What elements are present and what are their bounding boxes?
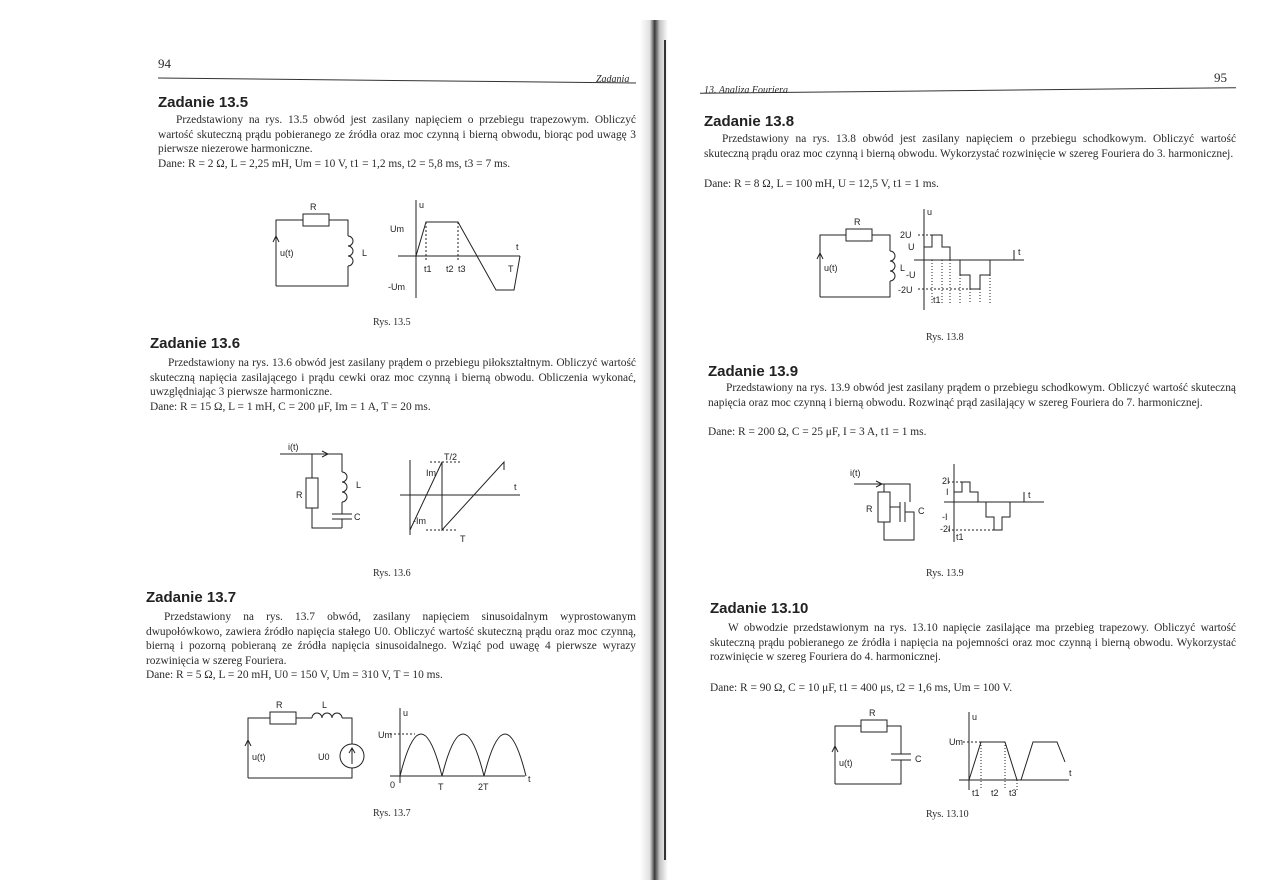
task-text: Przedstawiony na rys. 13.8 obwód jest zasilany napięciem o przebiegu schodkowym. Obliczyć wartość skuteczną prądu oraz moc czynną i bierną obwodu. Wykorzystać rozwinięcie w szereg Fouriera do 3. harmonicznej. xyxy=(704,133,1236,160)
task-title: Zadanie 13.8 xyxy=(704,113,795,130)
u0-label: U0 xyxy=(318,752,330,762)
figure-caption: Rys. 13.9 xyxy=(926,568,964,579)
task-data: Dane: R = 200 Ω, C = 25 μF, I = 3 A, t1 = 1 ms. xyxy=(708,426,927,438)
l-label: L xyxy=(900,263,906,273)
figure-caption: Rys. 13.6 xyxy=(373,568,411,579)
neg-i-label: -I xyxy=(942,512,948,522)
um-label: Um xyxy=(378,730,392,740)
inductor-symbol xyxy=(348,236,353,266)
task-data: Dane: R = 15 Ω, L = 1 mH, C = 200 μF, Im = 1 A, T = 20 ms. xyxy=(150,401,431,413)
resistor-symbol xyxy=(861,720,887,732)
inductor-symbol xyxy=(342,472,347,502)
resistor-symbol xyxy=(306,478,318,508)
axis-u-label: u xyxy=(927,207,933,217)
t2-label: t2 xyxy=(991,788,999,798)
inductor-symbol xyxy=(890,251,895,281)
neg-2u-label: -2U xyxy=(898,285,913,295)
axis-u-label: u xyxy=(419,200,425,210)
r-label: R xyxy=(854,217,861,227)
t3-label: t3 xyxy=(458,264,466,274)
i1-label: I xyxy=(946,487,949,497)
t1-label: t1 xyxy=(424,264,432,274)
task-title: Zadanie 13.6 xyxy=(150,335,241,352)
t-axis-label: t xyxy=(1028,490,1031,500)
t-half-label: T/2 xyxy=(444,452,458,462)
l-label: L xyxy=(362,248,368,258)
neg-2i-label: -2I xyxy=(940,524,951,534)
l-label: L xyxy=(356,480,362,490)
2T-label: 2T xyxy=(478,782,489,792)
figure-caption: Rys. 13.8 xyxy=(926,332,964,343)
2i-label: 2I xyxy=(942,476,950,486)
task-data: Dane: R = 8 Ω, L = 100 mH, U = 12,5 V, t1 = 1 ms. xyxy=(704,178,939,190)
t-axis-label: t xyxy=(516,242,519,252)
axis-u-label: u xyxy=(972,712,978,722)
resistor-symbol xyxy=(270,712,296,724)
T-label: T xyxy=(460,534,466,544)
source-label: u(t) xyxy=(824,263,838,273)
c-label: C xyxy=(354,512,361,522)
t-axis-label: t xyxy=(528,774,531,784)
figure-caption: Rys. 13.10 xyxy=(926,809,969,820)
t-axis-label: t xyxy=(1069,768,1072,778)
figure-caption: Rys. 13.5 xyxy=(373,317,411,328)
r-label: R xyxy=(866,504,873,514)
neg-um-label: -Um xyxy=(388,282,405,292)
c-label: C xyxy=(915,754,922,764)
running-head: Zadania xyxy=(596,74,630,85)
r-label: R xyxy=(310,202,317,212)
right-page xyxy=(664,0,1263,893)
running-head: 13. Analiza Fouriera xyxy=(704,85,788,96)
page-number: 95 xyxy=(1214,70,1227,85)
figure-13-7 xyxy=(240,698,540,798)
task-text: W obwodzie przedstawionym na rys. 13.10 napięcie zasilające ma przebieg trapezowy. Obliczyć wartość skuteczną prądu pobieranego ze źródła i napięcia na pojemności oraz moc czynną i bierną obwodu. Wykorzystać rozwinięcie w szereg Fouriera do 4. harmonicznej. xyxy=(710,622,1236,663)
neg-im-label: -Im xyxy=(413,516,426,526)
l-label: L xyxy=(322,700,328,710)
t2-label: t2 xyxy=(446,264,454,274)
source-label: u(t) xyxy=(280,248,294,258)
task-data: Dane: R = 2 Ω, L = 2,25 mH, Um = 10 V, t1 = 1,2 ms, t2 = 5,8 ms, t3 = 7 ms. xyxy=(158,158,511,170)
figure-13-8 xyxy=(814,205,1074,315)
t-axis-label: t xyxy=(1018,247,1021,257)
axis-u-label: u xyxy=(403,708,409,718)
resistor-symbol xyxy=(303,214,329,226)
inductor-symbol xyxy=(312,713,342,718)
task-data: Dane: R = 90 Ω, C = 10 μF, t1 = 400 μs, t2 = 1,6 ms, Um = 100 V. xyxy=(710,682,1013,694)
i-label: i(t) xyxy=(850,468,861,478)
task-text: Przedstawiony na rys. 13.5 obwód jest zasilany napięciem o przebiegu trapezowym. Obliczyć wartość skuteczną prądu pobieranego ze źródła oraz moc czynną i bierną obwodu, biorąc pod uwagę 3 pierwsze niezerowe harmoniczne. xyxy=(158,114,636,155)
r-label: R xyxy=(276,700,283,710)
figure-13-9 xyxy=(844,462,1084,557)
r-label: R xyxy=(869,708,876,718)
neg-u-label: -U xyxy=(906,270,916,280)
zero-label: 0 xyxy=(390,780,396,790)
2u-label: 2U xyxy=(900,230,912,240)
figure-13-5 xyxy=(268,198,538,308)
figure-caption: Rys. 13.7 xyxy=(373,808,411,819)
page-number: 94 xyxy=(158,56,171,71)
t1-label: t1 xyxy=(956,532,964,542)
task-title: Zadanie 13.9 xyxy=(708,363,799,380)
T-label: T xyxy=(508,264,514,274)
t1-label: t1 xyxy=(933,295,941,305)
um-label: Um xyxy=(949,737,963,747)
task-title: Zadanie 13.7 xyxy=(146,589,237,606)
t3-label: t3 xyxy=(1009,788,1017,798)
figure-13-6 xyxy=(270,440,530,555)
um-label: Um xyxy=(390,224,404,234)
im-label: Im xyxy=(426,468,436,478)
t-axis-label: t xyxy=(514,482,517,492)
task-title: Zadanie 13.10 xyxy=(710,600,809,617)
resistor-symbol xyxy=(878,492,890,522)
source-label: u(t) xyxy=(252,752,266,762)
task-title: Zadanie 13.5 xyxy=(158,94,249,111)
source-label: u(t) xyxy=(839,758,853,768)
task-text: Przedstawiony na rys. 13.6 obwód jest zasilany prądem o przebiegu piłokształtnym. Obliczyć wartość skuteczną napięcia zasilającego i prądu cewki oraz moc czynną i bierną obwodu. Obliczenia wykonać, uwzględniając 3 pierwsze harmoniczne. xyxy=(150,357,636,398)
task-text: Przedstawiony na rys. 13.9 obwód jest zasilany prądem o przebiegu schodkowym. Obliczyć wartość skuteczną napięcia oraz moc czynną i bierną obwodu. Rozwinąć prąd zasilający w szereg Fouriera do 7. harmonicznej. xyxy=(708,382,1236,409)
figure-13-10 xyxy=(829,710,1079,800)
c-label: C xyxy=(918,506,925,516)
header-rule xyxy=(158,77,636,83)
t1-label: t1 xyxy=(972,788,980,798)
task-data: Dane: R = 5 Ω, L = 20 mH, U0 = 150 V, Um = 310 V, T = 10 ms. xyxy=(146,669,443,681)
T-label: T xyxy=(438,782,444,792)
task-text: Przedstawiony na rys. 13.7 obwód, zasilany napięciem sinusoidalnym wyprostowanym dwupołówkowo, zawiera źródło napięcia stałego U0. Obliczyć wartość skuteczną prądu oraz moc czynną, bierną i pozorną pobieraną ze źródła napięcia sinusoidalnego. Wziąć pod uwagę 4 pierwsze wyrazy rozwinięcia w szereg Fouriera. xyxy=(146,611,636,667)
r-label: R xyxy=(296,490,303,500)
i-label: i(t) xyxy=(288,442,299,452)
u-label: U xyxy=(908,242,915,252)
resistor-symbol xyxy=(846,229,872,241)
